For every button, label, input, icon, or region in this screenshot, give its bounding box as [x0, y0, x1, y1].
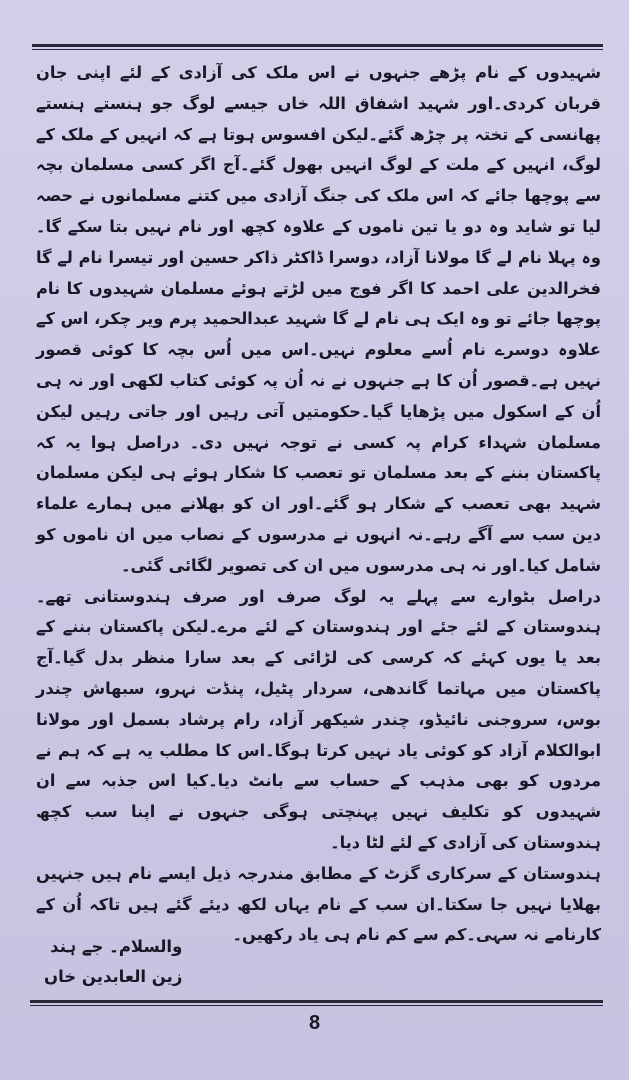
paragraph-3: ہندوستان کے سرکاری گزٹ کے مطابق مندرجہ ذیل ایسے نام ہیں جنہیں بھلایا نہیں جا سکتا۔ان سب کے نام یہاں لکھ دیئے گئے ہیں تاکہ اُن کے کارنامے نہ سہی۔کم سے کم نام ہی یاد رکھیں۔	[36, 863, 601, 945]
signoff-block	[44, 932, 182, 992]
paragraph-1: شہیدوں کے نام پڑھے جنہوں نے اس ملک کی آزادی کے لئے اپنی جان قربان کردی۔اور شہید اشفاق اللہ خاں جیسے لوگ جو ہنستے ہنستے پھانسی کے تختہ پر چڑھ گئے۔لیکن افسوس ہوتا ہے کہ انہیں کے ملک کے لوگ، انہیں کے ملت کے لوگ انہیں بھول گئے۔آج اگر کسی مسلمان بچہ سے پوچھا جائے کہ اس ملک کی جنگ آزادی میں کتنے مسلمانوں نے حصہ لیا تو شاید وہ دو یا تین ناموں کے علاوہ کچھ اور نام نہیں بتا سکے گا۔ وہ پہلا نام لے گا مولانا آزاد، دوسرا ڈاکٹر ذاکر حسین اور تیسرا نام لے گا فخرالدین علی احمد کا اگر فوج میں لڑتے ہوئے مسلمان شہیدوں کا نام پوچھا جائے تو وہ ایک ہی نام لے گا شہید عبدالحمید پرم ویر چکر، اس کے علاوہ دوسرے نام اُسے معلوم نہیں۔اس میں اُس بچہ کا کوئی قصور نہیں ہے۔قصور اُن کا ہے جنہوں نے نہ اُن پہ کوئی کتاب لکھی اور نہ ہی اُن کے اسکول میں پڑھایا گیا۔حکومتیں آتی رہیں اور جاتی رہیں لیکن مسلمان شہداء کرام پہ کسی نے توجہ نہیں دی۔ دراصل ہوا یہ کہ پاکستان بننے کے بعد مسلمان تو تعصب کا شکار ہوئے ہی لیکن مسلمان شہید بھی تعصب کے شکار ہو گئے۔اور ان کو بھلانے میں ہمارے علماء دین سب سے آگے رہے۔نہ انہوں نے مدرسوں کے نصاب میں ان ناموں کو شامل کیا۔اور نہ ہی مدرسوں میں ان کی تصویر لگائی گئی۔	[36, 63, 601, 575]
closing-line: والسلام۔ جے ہند	[50, 937, 183, 956]
bottom-double-rule	[30, 1000, 603, 1006]
author-name: زین العابدین خاں	[44, 967, 183, 986]
page-number: 8	[308, 1012, 321, 1034]
paragraph-2: دراصل بٹوارے سے پہلے یہ لوگ صرف اور صرف ہندوستانی تھے۔ ہندوستان کے لئے جئے اور ہندوستان کے لئے مرے۔لیکن پاکستان بننے کے بعد یا یوں کہئے کہ کرسی کی لڑائی کے بعد سارا منظر بدل گیا۔آج پاکستان میں مہاتما گاندھی، سردار پٹیل، پنڈت نہرو، سبھاش چندر بوس، سروجنی نائیڈو، چندر شیکھر آزاد، رام پرشاد بسمل اور مولانا ابوالکلام آزاد کو کوئی یاد نہیں کرتا ہوگا۔اس کا مطلب یہ ہے کہ ہم نے مردوں کو بھی مذہب کے حساب سے بانٹ دیا۔کیا اس جذبہ سے ان شہیدوں کو تکلیف نہیں پہنچتی ہوگی جنہوں نے اپنا سب کچھ ہندوستان کی آزادی کے لئے لٹا دیا۔	[36, 586, 601, 852]
top-double-rule	[32, 44, 603, 50]
body-text	[36, 58, 601, 951]
